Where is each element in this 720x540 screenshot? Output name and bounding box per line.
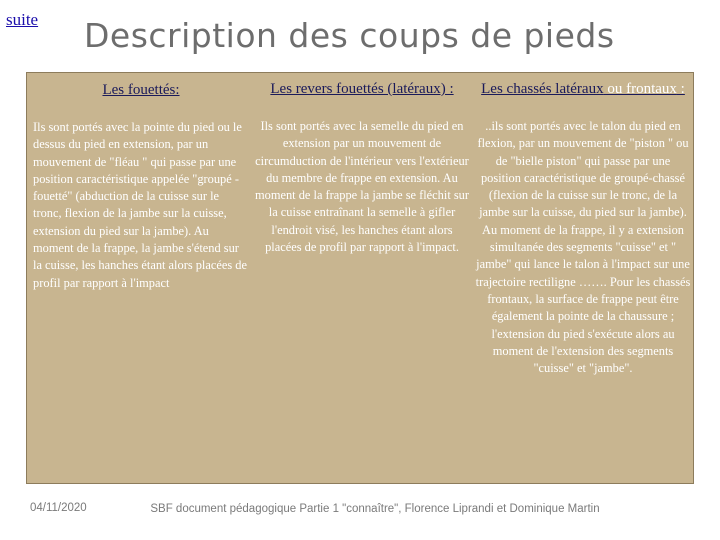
column-heading-chasses	[475, 80, 691, 99]
column-revers-fouettes	[253, 73, 471, 256]
column-heading-fouettes: Les fouettés:	[102, 82, 180, 98]
column-fouettes	[33, 73, 249, 292]
slide-title: Description des coups de pieds	[84, 16, 615, 55]
column-body-fouettes: Ils sont portés avec la pointe du pied ou le dessus du pied en extension, par un mouvement de "fléau " qui passe par une position caractéristique appelée "groupé - fouetté" (abduction de la cuisse sur le tronc, flexion de la jambe sur la cuisse, extension du pied sur la jambe). Au moment de la frappe, la jambe s'étend sur la cuisse, les hanches étant alors placées de profil par rapport à l'impact	[33, 120, 247, 290]
content-panel	[26, 72, 694, 484]
column-heading-chasses-main: Les chassés latéraux	[481, 81, 604, 97]
footer-text: SBF document pédagogique Partie 1 "connaître", Florence Liprandi et Dominique Martin	[150, 503, 600, 515]
column-chasses	[475, 73, 691, 377]
column-body-revers-fouettes: Ils sont portés avec la semelle du pied en extension par un mouvement de circumduction de l'intérieur vers l'extérieur du membre de frappe en extension. Au moment de la frappe la jambe se fléchit sur la cuisse entraînant la semelle à gifler l'endroit visé, les hanches étant alors placées de profil par rapport à l'impact.	[255, 119, 469, 255]
column-heading-chasses-colon: :	[676, 81, 685, 97]
column-body-chasses: ..ils sont portés avec le talon du pied en flexion, par un mouvement de "piston " ou de "bielle piston" qui passe par une position caractéristique de groupé-chassé (flexion de la cuisse sur le tronc, de la jambe sur la cuisse, du pied sur la jambe). Au moment de la frappe, il y a extension simultanée des segments "cuisse" et " jambe" qui lance le talon à l'impact sur une trajectoire rectiligne ……. Pour les chassés frontaux, la surface de frappe peut être également la pointe de la chaussure ; l'extension du pied s'exécute alors au moment de l'extension des segments "cuisse" et "jambe".	[475, 119, 691, 376]
footer-date: 04/11/2020	[30, 502, 87, 514]
column-heading-chasses-suffix: ou frontaux	[603, 81, 677, 97]
suite-link[interactable]: suite	[6, 10, 39, 29]
column-heading-revers-fouettes: Les revers fouettés (latéraux) :	[270, 81, 454, 97]
